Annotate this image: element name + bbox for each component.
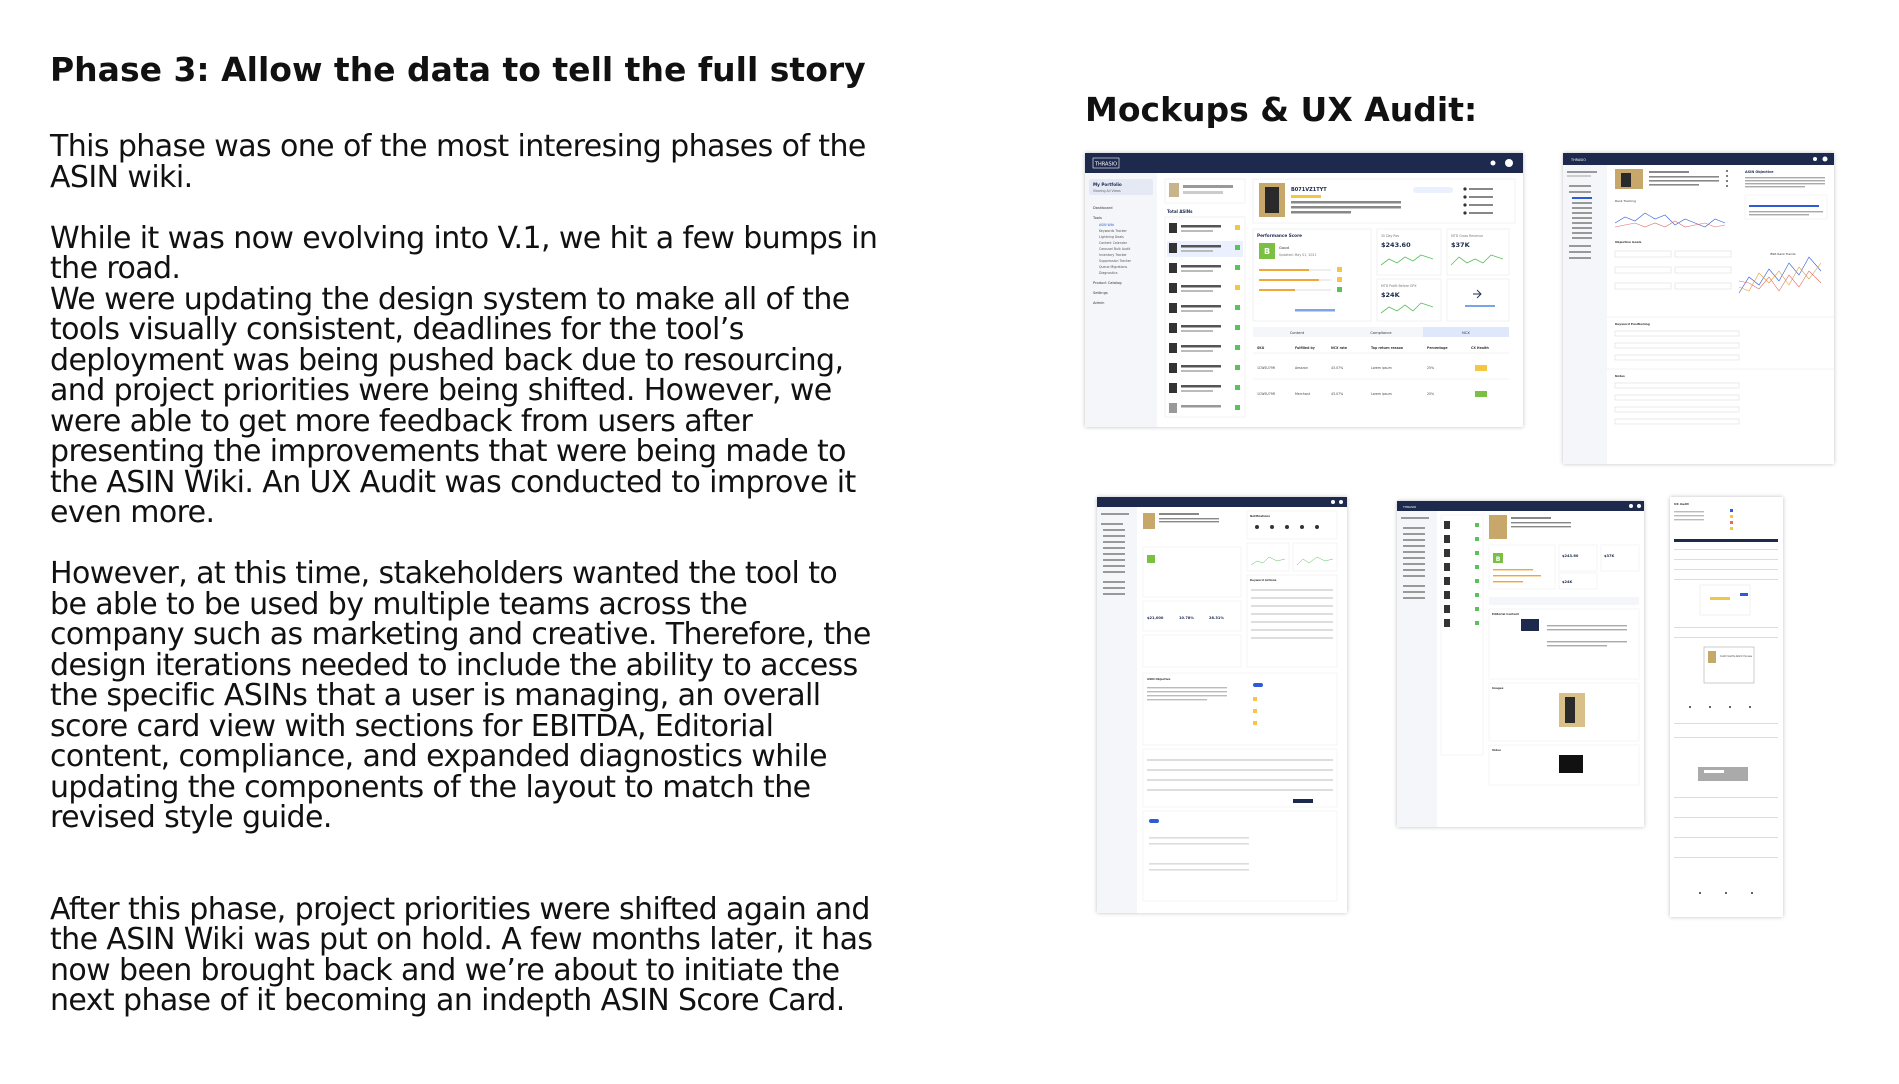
nav-dashboard: Dashboard [1093, 206, 1113, 210]
svg-text:B: B [1263, 247, 1271, 256]
svg-text:Images: Images [1492, 686, 1504, 690]
svg-text:$24K: $24K [1381, 291, 1400, 299]
svg-text:Percentage: Percentage [1427, 346, 1448, 350]
svg-text:Content Calendar: Content Calendar [1099, 241, 1128, 245]
svg-text:28.31%: 28.31% [1209, 616, 1224, 620]
svg-text:Keywords Tracker: Keywords Tracker [1099, 229, 1127, 233]
svg-text:Notes: Notes [1615, 374, 1625, 378]
svg-text:MTD Profit Before OPX: MTD Profit Before OPX [1381, 284, 1417, 288]
svg-text:43.07%: 43.07% [1331, 392, 1344, 396]
svg-text:25%: 25% [1427, 366, 1435, 370]
svg-text:SKU: SKU [1257, 346, 1265, 350]
phase-body [50, 129, 880, 1018]
paragraph-next-phase: After this phase, project priorities were shifted again and the ASIN Wiki was put on hold. A few months later, it has now been brought back and we’re about to initiate the next phase of it becoming an indepth ASIN Score Card. [50, 891, 873, 1018]
svg-text:$37K: $37K [1604, 554, 1615, 558]
svg-text:Keyword Positioning: Keyword Positioning [1615, 322, 1650, 326]
svg-text:Viewing All Views: Viewing All Views [1093, 189, 1121, 193]
svg-text:30 Day Rev: 30 Day Rev [1381, 234, 1400, 238]
svg-text:Performance Score: Performance Score [1257, 233, 1302, 238]
phase-title: Phase 3: Allow the data to tell the full story [50, 50, 866, 89]
mockup-asin-wiki-dashboard [1085, 153, 1523, 427]
svg-text:Product Catalog: Product Catalog [1093, 281, 1122, 285]
svg-text:$21,000: $21,000 [1147, 616, 1164, 620]
svg-text:Objective Goals: Objective Goals [1615, 240, 1642, 244]
svg-text:43.07%: 43.07% [1331, 366, 1344, 370]
svg-text:Notifications: Notifications [1250, 514, 1271, 518]
svg-text:Suppression Tracker: Suppression Tracker [1099, 259, 1131, 263]
mockup-ux-audit [1670, 497, 1783, 917]
paragraph-stakeholders: However, at this time, stakeholders wanted the tool to be able to be used by multiple teams across the company such as marketing and creative. Therefore, the design iterations needed to include the ability to access the specific ASINs that a user is managing, an overall score card view with sections for EBITDA, Editorial content, compliance, and expanded diagnostics while updating the components of the layout to match the revised style guide. [50, 556, 871, 835]
svg-text:Lorem ipsum: Lorem ipsum [1371, 366, 1392, 370]
nav-asin-wiki: ASIN Wiki [1099, 223, 1115, 227]
svg-text:Merchant: Merchant [1295, 392, 1310, 396]
svg-text:NCX rate: NCX rate [1331, 346, 1347, 350]
svg-text:Total ASINs: Total ASINs [1167, 209, 1193, 214]
svg-text:Diagnostics: Diagnostics [1099, 271, 1118, 275]
mockup-editorial-content [1397, 501, 1644, 827]
svg-text:BSR Rank Trends: BSR Rank Trends [1770, 252, 1796, 256]
svg-text:Rank Tracking: Rank Tracking [1615, 199, 1636, 203]
svg-text:ASIN Objective: ASIN Objective [1745, 170, 1774, 174]
mockups-title: Mockups & UX Audit: [1085, 90, 1478, 129]
svg-text:10.78%: 10.78% [1179, 616, 1194, 620]
svg-text:Content: Content [1289, 331, 1305, 335]
svg-text:My Portfolio: My Portfolio [1093, 182, 1122, 187]
svg-text:Top return reason: Top return reason [1371, 346, 1404, 350]
svg-text:$37K: $37K [1451, 241, 1470, 249]
svg-text:THRASIO: THRASIO [1403, 505, 1417, 509]
brand-logo: THRASIO [1094, 161, 1118, 168]
svg-text:Carousel Bulk Audit: Carousel Bulk Audit [1099, 247, 1131, 251]
paragraph-design-system: We were updating the design system to make all of the tools visually consistent, deadlines for the tool’s deployment was being pushed back due to resourcing, and project priorities were being shifted. However, we were able to get more feedback from users after presenting the improvements that were being made to the ASIN Wiki. An UX Audit was conducted to improve it even more. [50, 281, 856, 530]
svg-text:THRASIO: THRASIO [1571, 158, 1586, 162]
svg-text:Settings: Settings [1093, 291, 1108, 295]
svg-text:MTD Gross Revenue: MTD Gross Revenue [1451, 234, 1484, 238]
svg-text:Couldn't load the data for thi: Couldn't load the data for this issue [1720, 654, 1753, 658]
mockup-score-card [1097, 497, 1347, 913]
svg-text:Admin: Admin [1093, 301, 1105, 305]
svg-text:Inventory Tracker: Inventory Tracker [1099, 253, 1127, 257]
svg-text:1CWSU79R: 1CWSU79R [1257, 366, 1276, 370]
svg-text:Updated: May 01, 2021: Updated: May 01, 2021 [1279, 253, 1317, 257]
svg-text:Fulfilled by: Fulfilled by [1295, 346, 1315, 350]
svg-text:UX Audit: UX Audit [1674, 502, 1689, 506]
svg-text:$243.60: $243.60 [1562, 554, 1579, 558]
svg-text:25%: 25% [1427, 392, 1435, 396]
svg-text:Video: Video [1492, 748, 1501, 752]
svg-text:Amazon: Amazon [1295, 366, 1308, 370]
nav-tools: Tools [1093, 216, 1102, 220]
avatar [1505, 159, 1513, 167]
mockup-asin-objective [1563, 153, 1834, 464]
svg-text:Editorial Content: Editorial Content [1492, 612, 1519, 616]
svg-text:Keyword Actions: Keyword Actions [1250, 578, 1277, 582]
paragraph-intro: This phase was one of the most interesing phases of the ASIN wiki. [50, 129, 866, 195]
svg-text:B: B [1495, 556, 1501, 563]
svg-text:ASIN Objective: ASIN Objective [1147, 677, 1171, 681]
svg-text:Lorem ipsum: Lorem ipsum [1371, 392, 1392, 396]
svg-text:Good: Good [1279, 245, 1289, 250]
svg-text:B071VZ1TYT: B071VZ1TYT [1291, 187, 1327, 193]
svg-text:Queue Migrations: Queue Migrations [1099, 265, 1128, 269]
svg-text:NCX: NCX [1462, 331, 1470, 335]
svg-text:$24K: $24K [1562, 580, 1573, 584]
svg-text:CX Health: CX Health [1471, 346, 1489, 350]
paragraph-bumps: While it was now evolving into V.1, we hit a few bumps in the road. [50, 220, 878, 286]
bell-icon [1491, 161, 1496, 166]
svg-text:Compliance: Compliance [1370, 331, 1392, 335]
svg-text:$243.60: $243.60 [1381, 241, 1411, 249]
svg-text:Lightning Deals: Lightning Deals [1099, 235, 1124, 239]
svg-text:1CWSU79R: 1CWSU79R [1257, 392, 1276, 396]
